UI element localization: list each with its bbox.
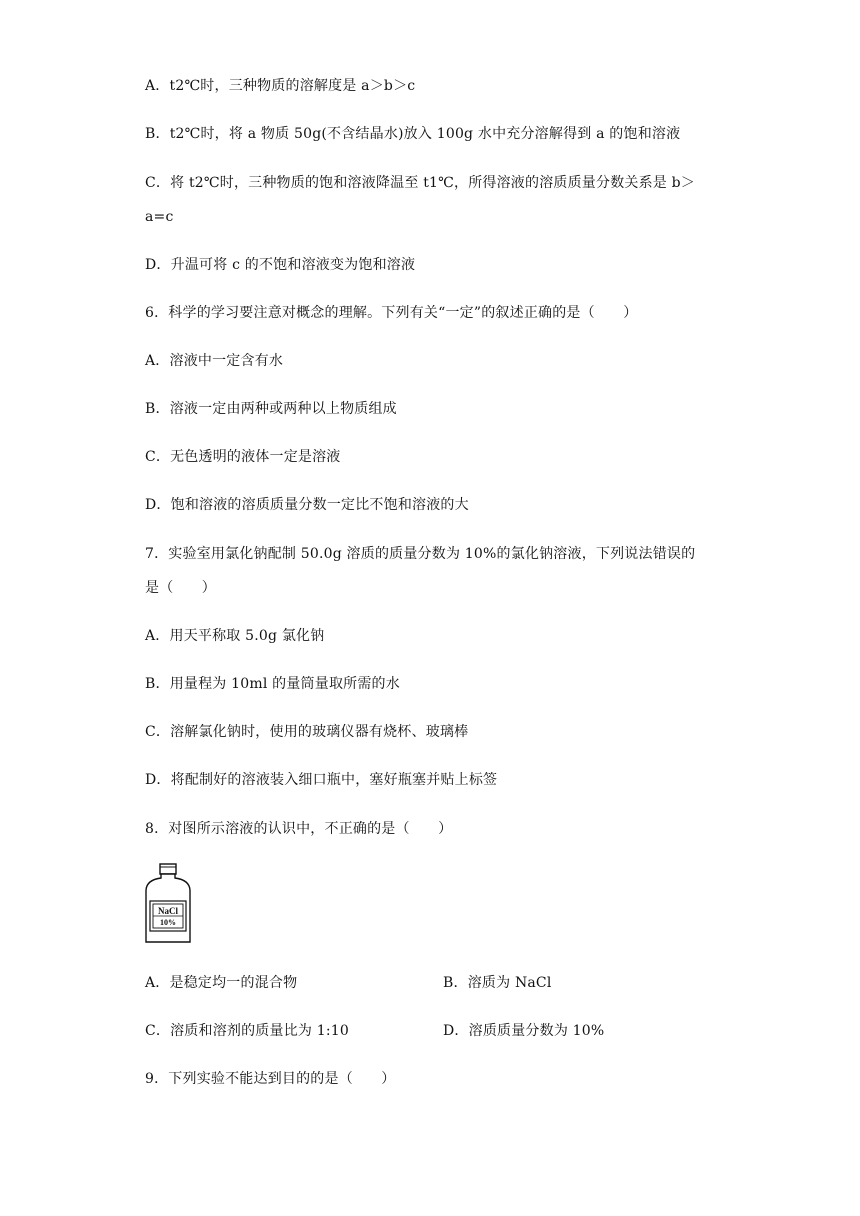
bottle-label-formula: NaCl [158,906,178,916]
q8-option-d: D．溶质质量分数为 10% [443,1023,605,1039]
q6-option-d: D．饱和溶液的溶质质量分数一定比不饱和溶液的大 [145,497,469,513]
q7-option-a: A．用天平称取 5.0g 氯化钠 [145,628,325,644]
q8-option-b: B．溶质为 NaCl [443,975,552,991]
q5-option-d: D．升温可将 c 的不饱和溶液变为饱和溶液 [145,257,416,273]
q7-option-d: D．将配制好的溶液装入细口瓶中，塞好瓶塞并贴上标签 [145,772,498,788]
q5-option-c-line1: C．将 t2℃时，三种物质的饱和溶液降温至 t1℃，所得溶液的溶质质量分数关系是 b＞ [145,175,696,191]
q8-option-c: C．溶质和溶剂的质量比为 1:10 [145,1023,349,1039]
bottle-label-concentration: 10% [160,918,176,927]
q6-stem: 6．科学的学习要注意对概念的理解。下列有关“一定”的叙述正确的是（ ） [145,305,638,321]
q8-option-a: A．是稳定均一的混合物 [145,975,298,991]
reagent-bottle-image [142,863,194,945]
q6-option-a: A．溶液中一定含有水 [145,353,284,369]
q7-option-b: B．用量程为 10ml 的量筒量取所需的水 [145,676,400,692]
q9-stem: 9．下列实验不能达到目的的是（ ） [145,1071,396,1087]
q6-option-c: C．无色透明的液体一定是溶液 [145,449,341,465]
q5-option-b: B．t2℃时，将 a 物质 50g(不含结晶水)放入 100g 水中充分溶解得到 a 的饱和溶液 [145,126,681,142]
q7-stem-line2: 是（ ） [145,580,216,596]
q5-option-c-line2: a=c [145,209,174,225]
q8-stem: 8．对图所示溶液的认识中，不正确的是（ ） [145,821,453,837]
q7-option-c: C．溶解氯化钠时，使用的玻璃仪器有烧杯、玻璃棒 [145,724,469,740]
q5-option-a: A．t2℃时，三种物质的溶解度是 a＞b＞c [145,78,416,94]
q6-option-b: B．溶液一定由两种或两种以上物质组成 [145,401,397,417]
q7-stem-line1: 7．实验室用氯化钠配制 50.0g 溶质的质量分数为 10%的氯化钠溶液，下列说法错误的 [145,546,696,562]
